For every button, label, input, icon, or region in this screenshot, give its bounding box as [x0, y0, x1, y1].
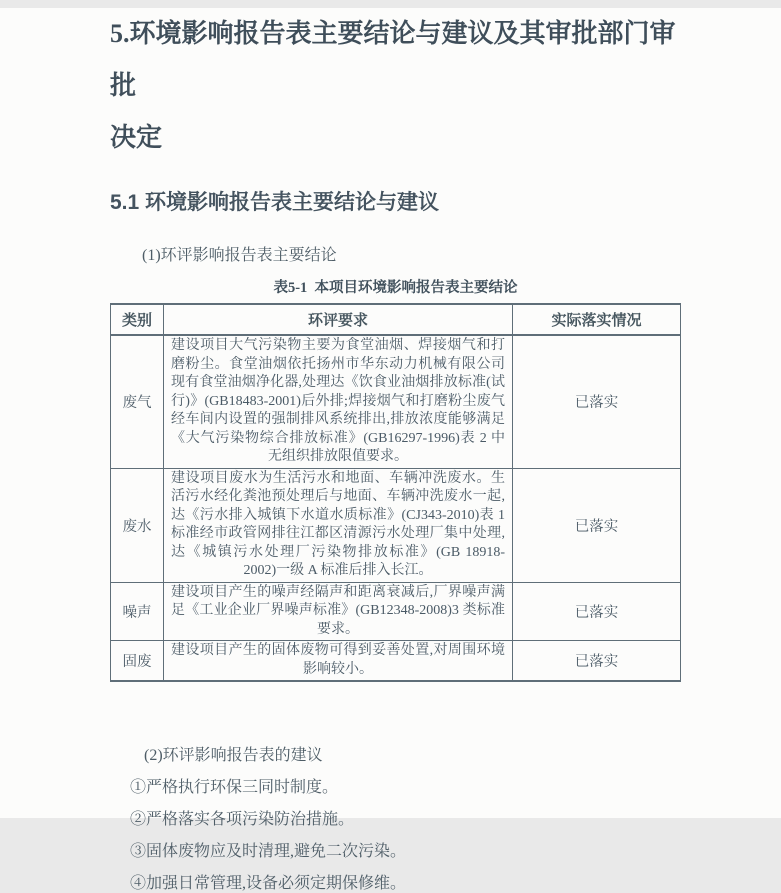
row-requirement: 建设项目大气污染物主要为食堂油烟、焊接烟气和打磨粉尘。食堂油烟依托扬州市华东动力机械有限公司现有食堂油烟净化器,处理达《饮食业油烟排放标准(试行)》(GB18483-2001)后外排;焊接烟气和打磨粉尘废气经车间内设置的强制排风系统排出,排放浓度能够满足《大气污染物综合排放标准》(GB16297-1996)表 2 中无组织排放限值要求。 — [164, 335, 513, 468]
row-status: 已落实 — [513, 641, 681, 682]
subsection-2-heading: (2)环评影响报告表的建议 — [144, 747, 323, 764]
row-category: 废水 — [111, 468, 164, 582]
main-heading-line2: 决定 — [110, 123, 163, 152]
suggestion-item-3: ③固体废物应及时清理,避免二次污染。 — [130, 843, 407, 860]
header-status: 实际落实情况 — [513, 304, 681, 335]
row-requirement: 建设项目产生的固体废物可得到妥善处置,对周围环境影响较小。 — [164, 641, 513, 682]
table-row — [111, 335, 681, 468]
row-requirement: 建设项目废水为生活污水和地面、车辆冲洗废水。生活污水经化粪池预处理后与地面、车辆冲洗废水一起,达《污水排入城镇下水道水质标准》(CJ343-2010)表 1 标准经市政管网排往江都区清源污水处理厂集中处理,达《城镇污水处理厂污染物排放标准》(GB 18918-2002)一级 A 标准后排入长江。 — [164, 468, 513, 582]
table-header-row — [111, 304, 681, 335]
table-caption: 表5-1 本项目环境影响报告表主要结论 — [273, 280, 518, 296]
row-requirement: 建设项目产生的噪声经隔声和距离衰减后,厂界噪声满足《工业企业厂界噪声标准》(GB12348-2008)3 类标准要求。 — [164, 582, 513, 641]
suggestion-item-1: ①严格执行环保三同时制度。 — [130, 779, 339, 796]
section-heading: 5.1 环境影响报告表主要结论与建议 — [110, 191, 440, 214]
main-heading-line1: 5.环境影响报告表主要结论与建议及其审批部门审批 — [110, 19, 676, 100]
subsection-1-heading: (1)环评影响报告表主要结论 — [142, 247, 337, 264]
header-category: 类别 — [111, 304, 164, 335]
table-row — [111, 468, 681, 582]
table-row — [111, 641, 681, 682]
row-status: 已落实 — [513, 335, 681, 468]
row-status: 已落实 — [513, 582, 681, 641]
row-status: 已落实 — [513, 468, 681, 582]
header-requirement: 环评要求 — [164, 304, 513, 335]
row-category: 噪声 — [111, 582, 164, 641]
suggestion-item-2: ②严格落实各项污染防治措施。 — [130, 811, 355, 828]
document-page — [0, 8, 781, 892]
conclusion-table — [110, 303, 681, 682]
suggestion-item-4: ④加强日常管理,设备必须定期保修维。 — [130, 875, 407, 892]
table-row — [111, 582, 681, 641]
row-category: 固废 — [111, 641, 164, 682]
row-category: 废气 — [111, 335, 164, 468]
main-heading — [110, 8, 681, 164]
